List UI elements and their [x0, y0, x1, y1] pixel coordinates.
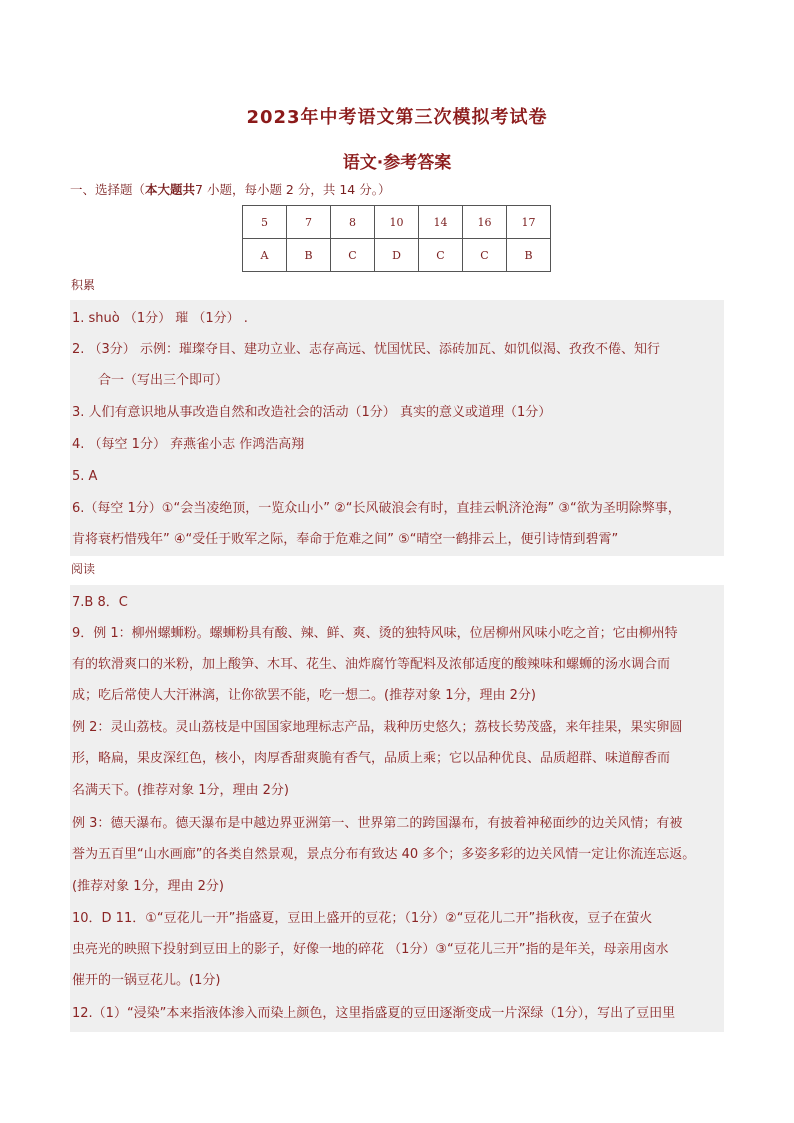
answer-line-9a: 9．例 1：柳州螺蛳粉。螺蛳粉具有酸、辣、鲜、爽、烫的独特风味，位居柳州风味小吃之首；它由柳州特	[72, 626, 678, 641]
answer-line-1: 1. shuò （1分） 璀 （1分） .	[72, 311, 248, 326]
answer-line-9h: 誉为五百里“山水画廊”的各类自然景观，景点分布有致达 40 多个；多姿多彩的边关风情一定让你流连忘返。	[72, 847, 696, 862]
answer-line-4: 4. （每空 1分） 弃燕雀小志 作鸿浩高翔	[72, 437, 305, 452]
answer-cell: C	[331, 239, 375, 272]
answer-line-9f: 名满天下。(推荐对象 1分，理由 2分)	[72, 783, 289, 798]
question-cell: 8	[331, 206, 375, 239]
question-cell: 16	[463, 206, 507, 239]
answer-cell: A	[243, 239, 287, 272]
page-title: 2023年中考语文第三次模拟考试卷	[246, 107, 548, 128]
answer-row	[243, 239, 551, 272]
answer-table	[242, 205, 551, 272]
answer-line-2b: 合一（写出三个即可）	[98, 373, 229, 388]
answer-line-6a: 6.（每空 1分）①“会当凌绝顶，一览众山小” ②“长风破浪会有时，直挂云帆济沧海” ③“欲为圣明除弊事，	[72, 501, 681, 516]
answer-line-6b: 肯将衰朽惜残年” ④“受任于败军之际，奉命于危难之间” ⑤“晴空一鹤排云上，便引诗情到碧霄”	[72, 532, 619, 547]
answer-line-10b: 虫亮光的映照下投射到豆田上的影子，好像一地的碎花 （1分）③“豆花儿三开”指的是年关，母亲用卤水	[72, 942, 669, 957]
answer-line-12: 12.（1）“浸染”本来指液体渗入而染上颜色，这里指盛夏的豆田逐渐变成一片深绿（1分），写出了豆田里	[72, 1006, 676, 1021]
answer-cell: B	[507, 239, 551, 272]
answer-line-9g: 例 3：德天瀑布。德天瀑布是中越边界亚洲第一、世界第二的跨国瀑布，有披着神秘面纱的边关风情；有被	[72, 816, 683, 831]
question-cell: 7	[287, 206, 331, 239]
answer-line-9c: 成；吃后常使人大汗淋漓，让你欲罢不能，吃一想二。(推荐对象 1分，理由 2分)	[72, 688, 536, 703]
answer-line-9e: 形，略扁，果皮深红色，核小，肉厚香甜爽脆有香气，品质上乘；它以品种优良、品质超群、味道醇香而	[72, 751, 671, 766]
question-cell: 17	[507, 206, 551, 239]
answer-line-9d: 例 2：灵山荔枝。灵山荔枝是中国国家地理标志产品，栽种历史悠久；荔枝长势茂盛，来年挂果，果实卵圆	[72, 720, 683, 735]
answer-cell: D	[375, 239, 419, 272]
answer-line-9i: (推荐对象 1分，理由 2分)	[72, 879, 224, 894]
answer-line-9b: 有的软滑爽口的米粉，加上酸笋、木耳、花生、油炸腐竹等配料及浓郁适度的酸辣味和螺蛳的汤水调合而	[72, 657, 671, 672]
answer-line-10c: 催开的一锅豆花儿。(1分)	[72, 973, 221, 988]
question-cell: 5	[243, 206, 287, 239]
answer-line-10a: 10．D 11．①“豆花儿一开”指盛夏，豆田上盛开的豆花；（1分）②“豆花儿二开”指秋夜，豆子在萤火	[72, 911, 653, 926]
answer-line-2a: 2. （3分） 示例：璀璨夺目、建功立业、志存高远、忧国忧民、添砖加瓦、如饥似渴、孜孜不倦、知行	[72, 342, 660, 357]
question-row	[243, 206, 551, 239]
answer-line-3: 3. 人们有意识地从事改造自然和改造社会的活动（1分） 真实的意义或道理（1分）	[72, 405, 552, 420]
section-rest: 7 小题，每小题 2 分，共 14 分。）	[195, 182, 391, 197]
question-cell: 10	[375, 206, 419, 239]
page-subtitle: 语文·参考答案	[342, 153, 452, 173]
answer-line-5: 5. A	[72, 469, 98, 484]
section-prefix: 一、选择题（	[70, 182, 146, 197]
answer-cell: C	[463, 239, 507, 272]
answer-line-7-8: 7.B 8．C	[72, 595, 128, 610]
section-label-yuedu: 阅读	[71, 562, 96, 576]
section-heading-choice	[70, 180, 390, 198]
answer-cell: B	[287, 239, 331, 272]
answer-cell: C	[419, 239, 463, 272]
question-cell: 14	[419, 206, 463, 239]
section-label-jilei: 积累	[71, 278, 96, 292]
section-bold: 本大题共	[145, 182, 196, 197]
reading-block	[70, 585, 724, 1032]
